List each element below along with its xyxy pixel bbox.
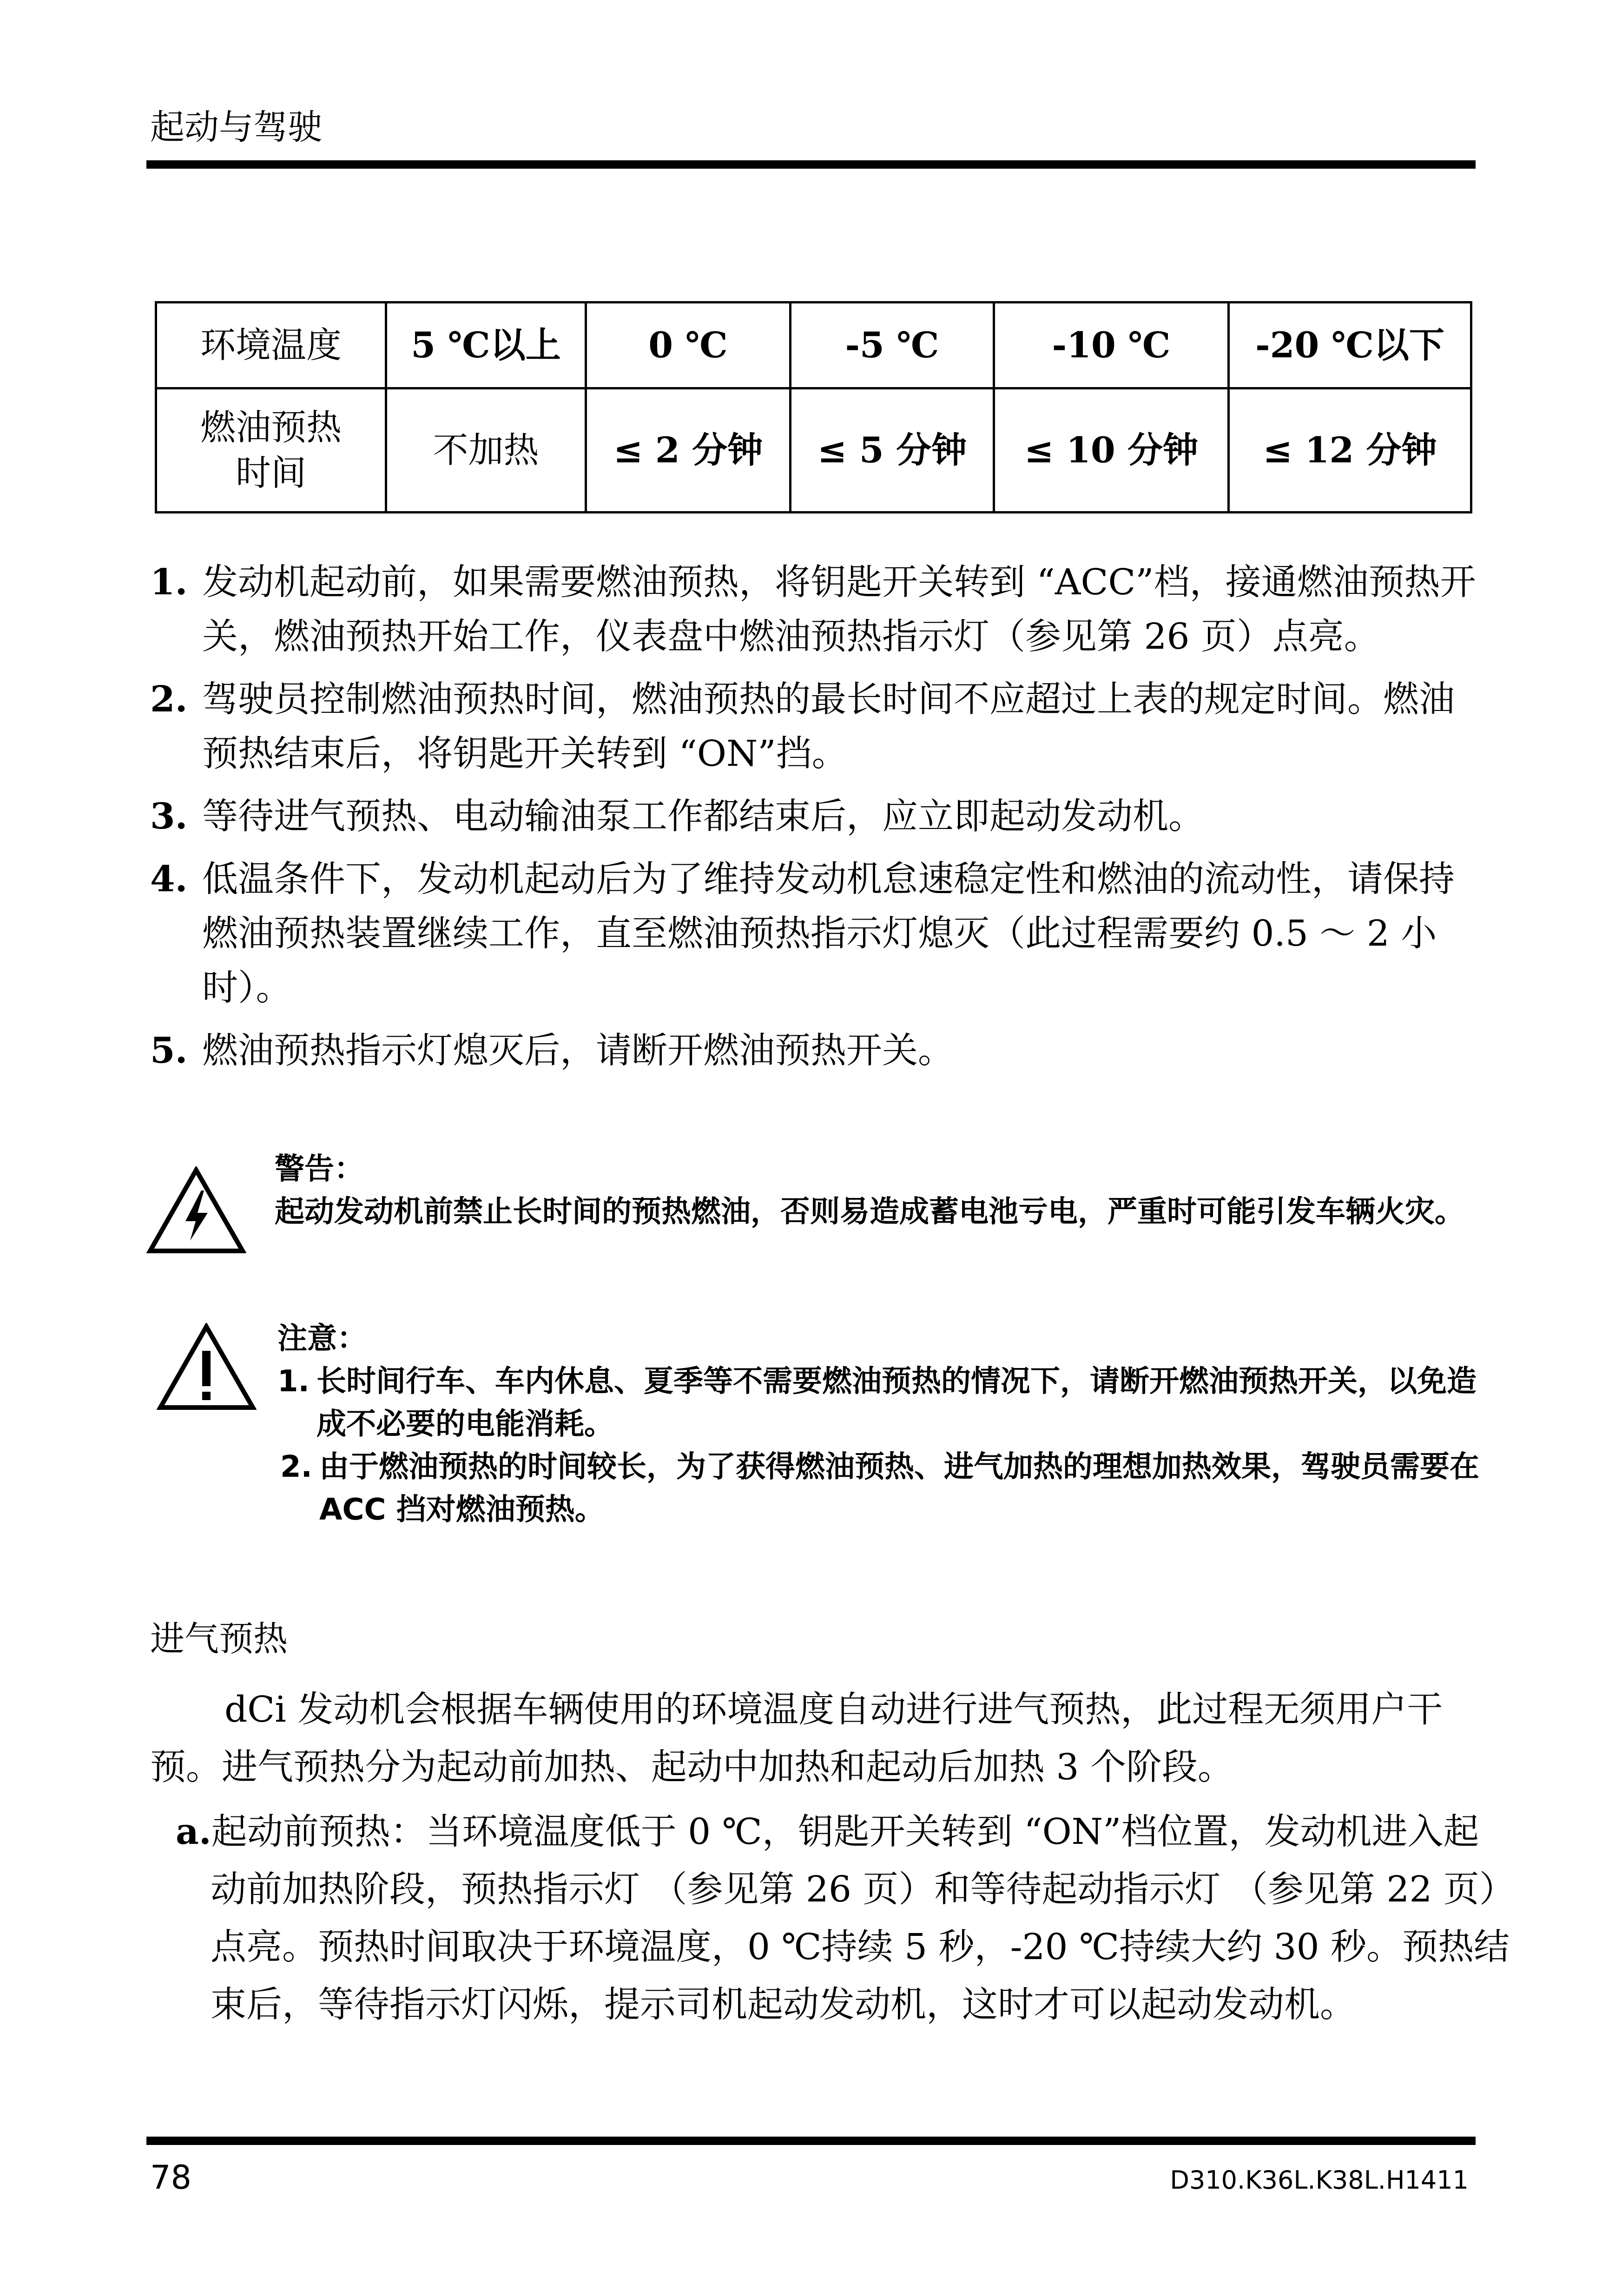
caution-title: 注意： — [277, 1322, 367, 1356]
sub-item-label: a. — [176, 1811, 211, 1853]
caution-notice — [146, 1317, 1480, 1550]
exclamation-warning-icon — [157, 1323, 257, 1413]
caution-item-number: 2. — [280, 1450, 312, 1484]
table-cell: -20 ℃以下 — [1229, 303, 1471, 388]
table-row — [156, 303, 1471, 388]
document-code: D310.K36L.K38L.H1411 — [1170, 2165, 1469, 2195]
procedure-steps — [150, 555, 1479, 1086]
step-text: 燃油预热指示灯熄灭后，请断开燃油预热开关。 — [202, 1030, 954, 1072]
step-text: 等待进气预热、电动输油泵工作都结束后，应立即起动发动机。 — [202, 796, 1204, 837]
fuel-preheat-table — [155, 301, 1472, 513]
warning-notice — [146, 1148, 1480, 1301]
footer-divider — [146, 2137, 1476, 2145]
intro-paragraph: dCi 发动机会根据车辆使用的环境温度自动进行进气预热，此过程无须用户干预。进气预热分为起动前加热、起动中加热和起动后加热 3 个阶段。 — [150, 1689, 1443, 1788]
list-item — [150, 1024, 1479, 1078]
list-item — [280, 1446, 1480, 1531]
table-cell: ≤ 2 分钟 — [586, 388, 791, 513]
table-cell: -5 ℃ — [791, 303, 994, 388]
table-cell: 5 ℃以上 — [386, 303, 586, 388]
table-cell: ≤ 12 分钟 — [1229, 388, 1471, 513]
step-text: 驾驶员控制燃油预热时间，燃油预热的最长时间不应超过上表的规定时间。燃油预热结束后，将钥匙开关转到 “ON”挡。 — [202, 679, 1455, 775]
step-number: 4. — [150, 858, 188, 900]
list-item — [277, 1360, 1480, 1446]
table-cell: -10 ℃ — [994, 303, 1229, 388]
caution-item-number: 1. — [277, 1364, 310, 1399]
sub-item — [176, 1803, 1514, 2034]
caution-item-text: 长时间行车、车内休息、夏季等不需要燃油预热的情况下，请断开燃油预热开关，以免造成不必要的电能消耗。 — [316, 1364, 1477, 1441]
list-item — [150, 789, 1479, 844]
sub-item-text: 起动前预热：当环境温度低于 0 ℃，钥匙开关转到 “ON”档位置，发动机进入起动前加热阶段，预热指示灯 （参见第 26 页）和等待起动指示灯 （参见第 22 页）点亮。预热时间取决于环境温度，0 ℃持续 5 秒，-20 ℃持续大约 30 秒。预热结束后，等待指示灯闪烁，提示司机起动发动机，这时才可以起动发动机。 — [211, 1811, 1510, 2026]
table-cell: ≤ 10 分钟 — [994, 388, 1229, 513]
warning-title: 警告： — [275, 1152, 364, 1186]
page-header-title: 起动与驾驶 — [150, 107, 322, 147]
list-item — [150, 555, 1479, 664]
warning-text: 起动发动机前禁止长时间的预热燃油，否则易造成蓄电池亏电，严重时可能引发车辆火灾。 — [275, 1195, 1464, 1229]
step-text: 发动机起动前，如果需要燃油预热，将钥匙开关转到 “ACC”档，接通燃油预热开关，燃油预热开始工作，仪表盘中燃油预热指示灯（参见第 26 页）点亮。 — [202, 562, 1476, 658]
table-header-cell: 环境温度 — [156, 303, 386, 388]
header-divider — [146, 160, 1476, 169]
step-number: 1. — [150, 561, 188, 603]
step-number: 5. — [150, 1030, 188, 1072]
list-item — [150, 852, 1479, 1015]
high-voltage-warning-icon — [146, 1166, 246, 1257]
table-cell: 0 ℃ — [586, 303, 791, 388]
table-cell: 不加热 — [386, 388, 586, 513]
table-header-cell: 燃油预热时间 — [156, 388, 386, 513]
step-text: 低温条件下，发动机起动后为了维持发动机怠速稳定性和燃油的流动性，请保持燃油预热装置继续工作，直至燃油预热指示灯熄灭（此过程需要约 0.5 ～ 2 小时）。 — [202, 859, 1455, 1009]
step-number: 3. — [150, 796, 188, 837]
list-item — [150, 672, 1479, 781]
caution-item-text: 由于燃油预热的时间较长，为了获得燃油预热、进气加热的理想加热效果，驾驶员需要在 ACC 挡对燃油预热。 — [319, 1450, 1479, 1527]
table-row — [156, 388, 1471, 513]
step-number: 2. — [150, 678, 188, 720]
table-cell: ≤ 5 分钟 — [791, 388, 994, 513]
page-number: 78 — [150, 2158, 192, 2197]
section-heading: 进气预热 — [150, 1619, 288, 1659]
